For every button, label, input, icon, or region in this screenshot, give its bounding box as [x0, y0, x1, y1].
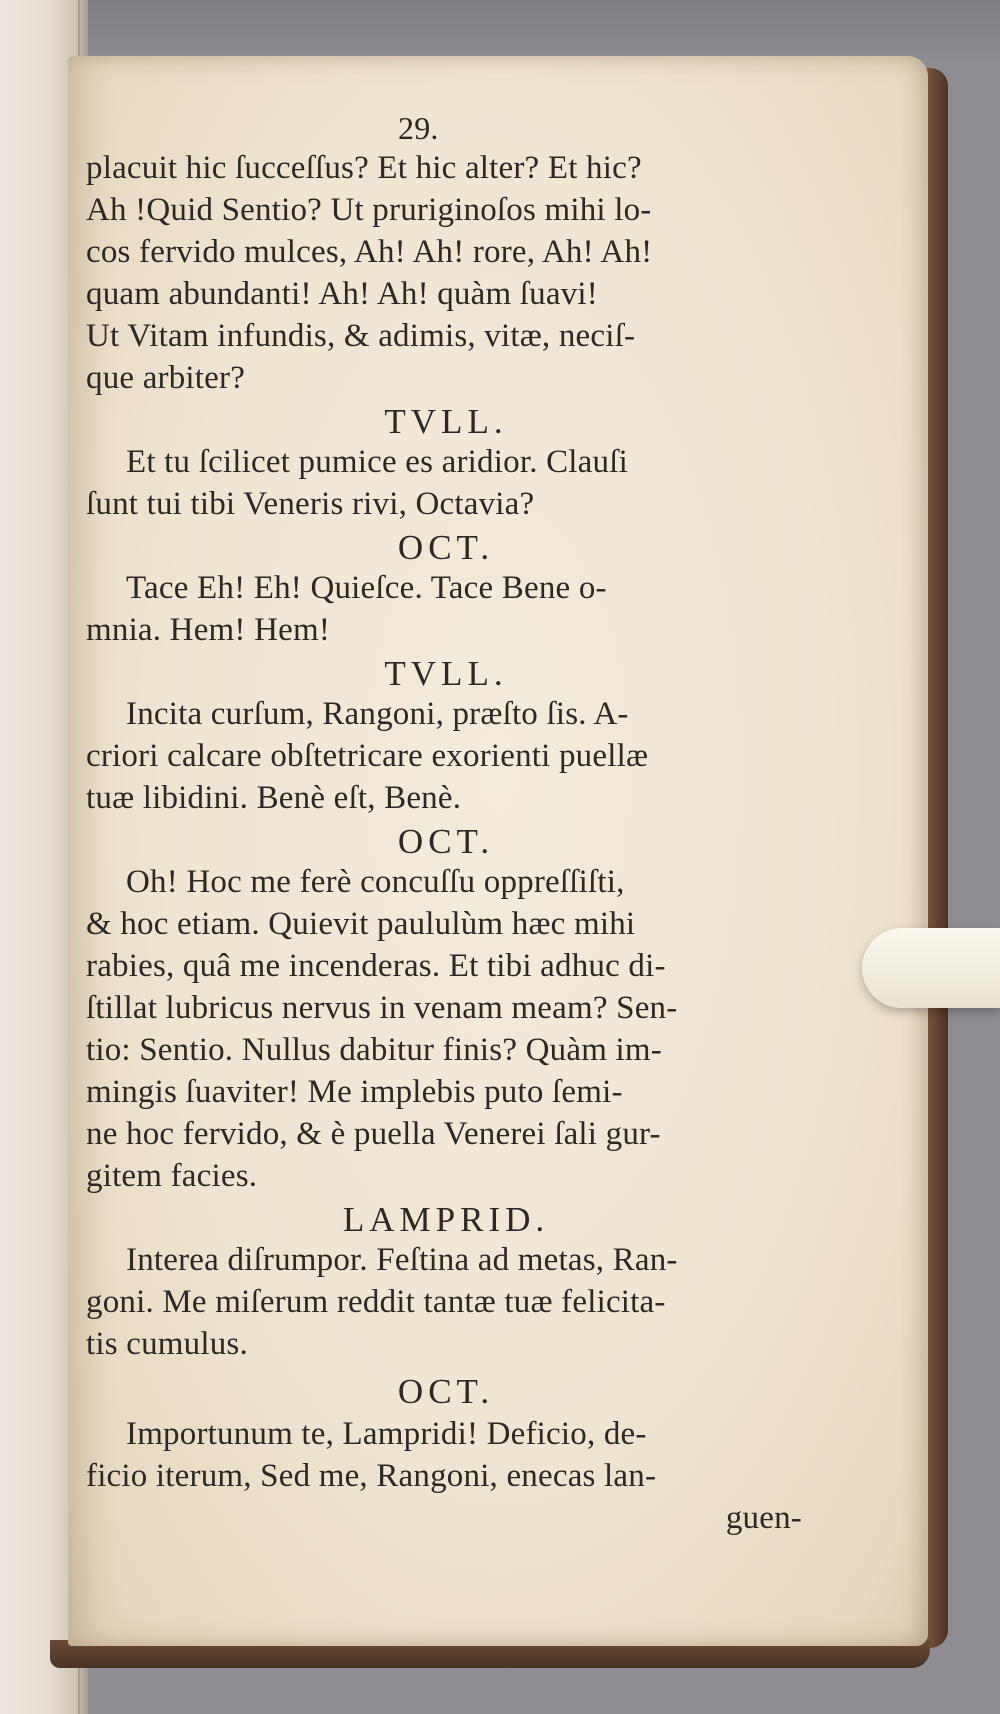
text-line: Importunum te, Lampridi! Deficio, de- — [126, 1416, 647, 1452]
speaker-heading: TVLL. — [384, 654, 508, 693]
speaker-heading: OCT. — [397, 822, 495, 861]
text-line: tuæ libidini. Benè eſt, Benè. — [86, 780, 462, 816]
speaker-heading: LAMPRID. — [342, 1200, 550, 1239]
text-line: Et tu ſcilicet pumice es aridior. Clauſi — [126, 444, 628, 480]
text-line: ſtillat lubricus nervus in venam meam? Sen- — [86, 990, 678, 1026]
speaker-heading: OCT. — [397, 528, 495, 567]
text-line: cos fervido mulces, Ah! Ah! rore, Ah! Ah! — [86, 234, 653, 270]
text-line: mnia. Hem! Hem! — [86, 612, 331, 648]
catchword: guen- — [725, 1500, 802, 1536]
text-line: criori calcare obſtetricare exorienti puellæ — [86, 738, 649, 774]
text-line: Incita curſum, Rangoni, præſto ſis. A- — [126, 696, 629, 732]
text-line: rabies, quâ me incenderas. Et tibi adhuc di- — [86, 948, 666, 984]
text-line: ſunt tui tibi Veneris rivi, Octavia? — [86, 486, 535, 522]
text-line: Ah !Quid Sentio? Ut pruriginoſos mihi lo- — [86, 192, 652, 228]
text-line: Interea diſrumpor. Feſtina ad metas, Ran- — [126, 1242, 678, 1278]
page-number: 29. — [398, 110, 439, 146]
text-line: goni. Me miſerum reddit tantæ tuæ felicita- — [86, 1284, 666, 1320]
text-line: tis cumulus. — [86, 1326, 248, 1362]
text-line: Ut Vitam infundis, & adimis, vitæ, neciſ- — [86, 318, 636, 354]
text-line: & hoc etiam. Quievit paululùm hæc mihi — [86, 906, 636, 942]
text-line: Oh! Hoc me ferè concuſſu oppreſſiſti, — [126, 864, 625, 900]
speaker-heading: OCT. — [397, 1372, 495, 1411]
page-weight-marker — [862, 928, 1000, 1008]
speaker-heading: TVLL. — [384, 402, 508, 441]
text-line: que arbiter? — [86, 360, 246, 396]
text-line: Tace Eh! Eh! Quieſce. Tace Bene o- — [126, 570, 607, 606]
text-line: ne hoc fervido, & è puella Venerei ſali gur- — [86, 1116, 661, 1152]
text-line: ficio iterum, Sed me, Rangoni, enecas lan- — [86, 1458, 657, 1494]
text-line: tio: Sentio. Nullus dabitur finis? Quàm im- — [86, 1032, 662, 1068]
text-line: quam abundanti! Ah! Ah! quàm ſuavi! — [86, 276, 598, 312]
text-line: gitem facies. — [86, 1158, 258, 1194]
text-line: mingis ſuaviter! Me implebis puto ſemi- — [86, 1074, 623, 1110]
text-line: placuit hic ſucceſſus? Et hic alter? Et hic? — [86, 150, 642, 186]
